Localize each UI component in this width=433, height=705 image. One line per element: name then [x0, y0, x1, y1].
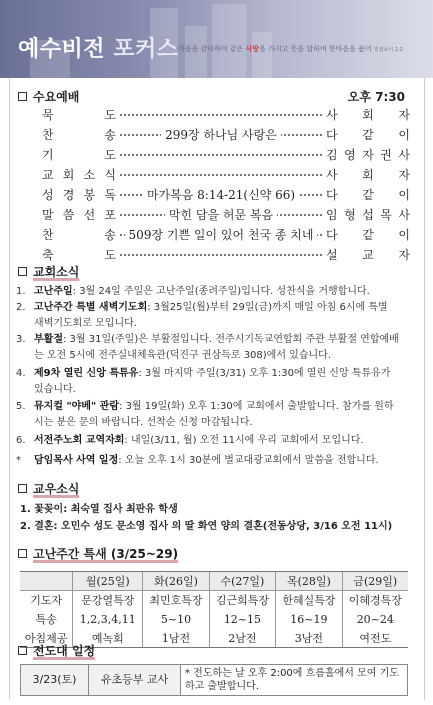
table-header-cell: 월(25일) [73, 572, 143, 591]
staff-item: 1. 꽃꽂이: 최숙열 집사 최판유 학생 [20, 504, 178, 515]
dotted-leader [120, 254, 322, 256]
table-cell: 김근희특장 [209, 591, 275, 610]
outreach-box [20, 664, 408, 696]
table-row [20, 610, 408, 629]
header-banner [0, 0, 433, 78]
table-header-cell: 화(26일) [143, 572, 209, 591]
worship-row [42, 126, 410, 146]
news-item: 4. 제9차 열린 신앙 특튜유: 3월 마지막 주일(3/31) 오후 1:30에 열린 신앙 특튜유가 있습니다. [16, 368, 391, 395]
table-cell: 여전도 [342, 629, 408, 648]
section-heading-week: 고난주간 특새 (3/25~29) [18, 545, 178, 562]
tagline: 마음을 같이하여 같은 사랑을 가지고 뜻을 합하며 한마음을 품어 빌립보서 2:2 [178, 45, 403, 53]
table-header-row [20, 572, 408, 591]
dotted-leader [120, 174, 322, 176]
worship-role: 찬 송 [42, 228, 116, 242]
table-header-cell: 목(28일) [276, 572, 342, 591]
section-heading-staff: 교우소식 [18, 480, 79, 497]
checkbox-bullet-icon [18, 549, 27, 558]
news-item: 5. 뮤지컬 "야베" 관람: 3월 19일(화) 오후 1:30에 교회에서 출발합니다. 참가를 원하 시는 분은 문의 바랍니다. 선착순 신청 마감됩니다. [16, 401, 394, 428]
table-cell: 3남전 [276, 629, 342, 648]
worship-row [42, 186, 410, 206]
table-cell: 기도자 [30, 594, 63, 608]
worship-role: 말 씀 선 포 [42, 208, 116, 222]
worship-role: 기 도 [42, 148, 116, 162]
table-cell: 20~24 [342, 610, 408, 629]
worship-row [42, 226, 410, 246]
table-cell: 16~19 [276, 610, 342, 629]
table-cell: 5~10 [143, 610, 209, 629]
staff-item: 2. 결혼: 오민수 성도 문소영 집사 의 딸 화연 양의 결혼(전동상당, 3/16 오전 11시) [20, 521, 393, 532]
worship-role: 성 경 봉 독 [42, 188, 116, 202]
outreach-date: 3/23(토) [21, 665, 89, 695]
checkbox-bullet-icon [18, 92, 27, 101]
table-row [20, 591, 408, 610]
table-cell: 12~15 [209, 610, 275, 629]
checkbox-bullet-icon [18, 484, 27, 493]
worship-content: 509장 기쁜 일이 있어 천국 종 치네 [120, 226, 322, 243]
section-heading-wednesday: 수요예배 [18, 88, 79, 105]
worship-content: 막힌 담을 허문 복음 [120, 206, 322, 223]
worship-row [42, 146, 410, 166]
worship-row [42, 246, 410, 266]
table-cell: 이혜경특장 [342, 591, 408, 610]
service-time: 오후 7:30 [347, 90, 405, 104]
news-item: 2. 고난주간 특별 새벽기도회: 3월25일(월)부터 29일(금)까지 매일 아침 6시에 특별 새벽기도회로 모입니다. [16, 302, 388, 329]
outreach-note: * 전도하는 날 오후 2:00에 흐름홀에서 모여 기도하고 출발합니다. [185, 668, 399, 692]
week-schedule-table [20, 571, 408, 648]
worship-person: 사 회 자 [326, 168, 410, 182]
checkbox-bullet-icon [18, 646, 27, 655]
table-cell: 2남전 [209, 629, 275, 648]
table-cell: 1,2,3,4,11 [73, 610, 143, 629]
worship-content: 마가복음 8:14-21(신약 66) [120, 186, 322, 203]
worship-row [42, 106, 410, 126]
worship-person: 사 회 자 [326, 108, 410, 122]
worship-content: 299장 하나님 사랑은 [120, 126, 322, 143]
news-item: 6. 서전주노회 교역자회: 내일(3/11, 월) 오전 11시에 우리 교회에서 모입니다. [16, 435, 364, 446]
worship-role: 찬 송 [42, 128, 116, 142]
table-header-cell [20, 572, 73, 591]
table-cell: 예녹회 [73, 629, 143, 648]
table-cell: 특송 [35, 613, 57, 626]
table-cell: 문강열특장 [73, 591, 143, 610]
worship-row [42, 166, 410, 186]
worship-person: 다 같 이 [326, 188, 410, 202]
table-cell: 한혜실특장 [276, 591, 342, 610]
worship-person: 설 교 자 [326, 248, 410, 262]
section-heading-news: 교회소식 [18, 263, 79, 280]
worship-role: 축 도 [42, 248, 116, 262]
news-item: * 담임목사 사역 일정: 오늘 오후 1시 30분에 벌교대광교회에서 말씀을 전합니다. [16, 455, 379, 466]
table-cell: 아침제공 [20, 629, 73, 648]
worship-person: 임 형 섭 목 사 [326, 208, 410, 222]
table-cell: 1남전 [143, 629, 209, 648]
worship-role: 묵 도 [42, 108, 116, 122]
section-heading-outreach: 전도대 일정 [18, 642, 95, 659]
news-item: 3. 부활절: 3월 31일(주일)은 부활절입니다. 전주시기독교연합회 주관 부활절 연합예배 는 오전 5시에 전주실내체육관(덕진구 권삼득로 308)에서 있습니다. [16, 334, 399, 361]
table-header-cell: 수(27일) [209, 572, 275, 591]
dotted-leader [120, 154, 322, 156]
worship-person: 다 같 이 [326, 228, 410, 242]
worship-person: 다 같 이 [326, 128, 410, 142]
table-header-cell: 금(29일) [342, 572, 408, 591]
worship-row [42, 206, 410, 226]
news-item: 1. 고난주일: 3월 24일 주일은 고난주일(종려주일)입니다. 성찬식을 거행합니다. [16, 286, 370, 297]
dotted-leader [120, 114, 322, 116]
worship-role: 교 회 소 식 [42, 168, 116, 182]
worship-person: 김 영 자 권 사 [326, 148, 410, 162]
checkbox-bullet-icon [18, 267, 27, 276]
outreach-group: 유초등부 교사 [89, 665, 181, 695]
table-cell: 최민호특장 [143, 591, 209, 610]
bulletin-title: 예수비전 포커스 [18, 37, 179, 62]
